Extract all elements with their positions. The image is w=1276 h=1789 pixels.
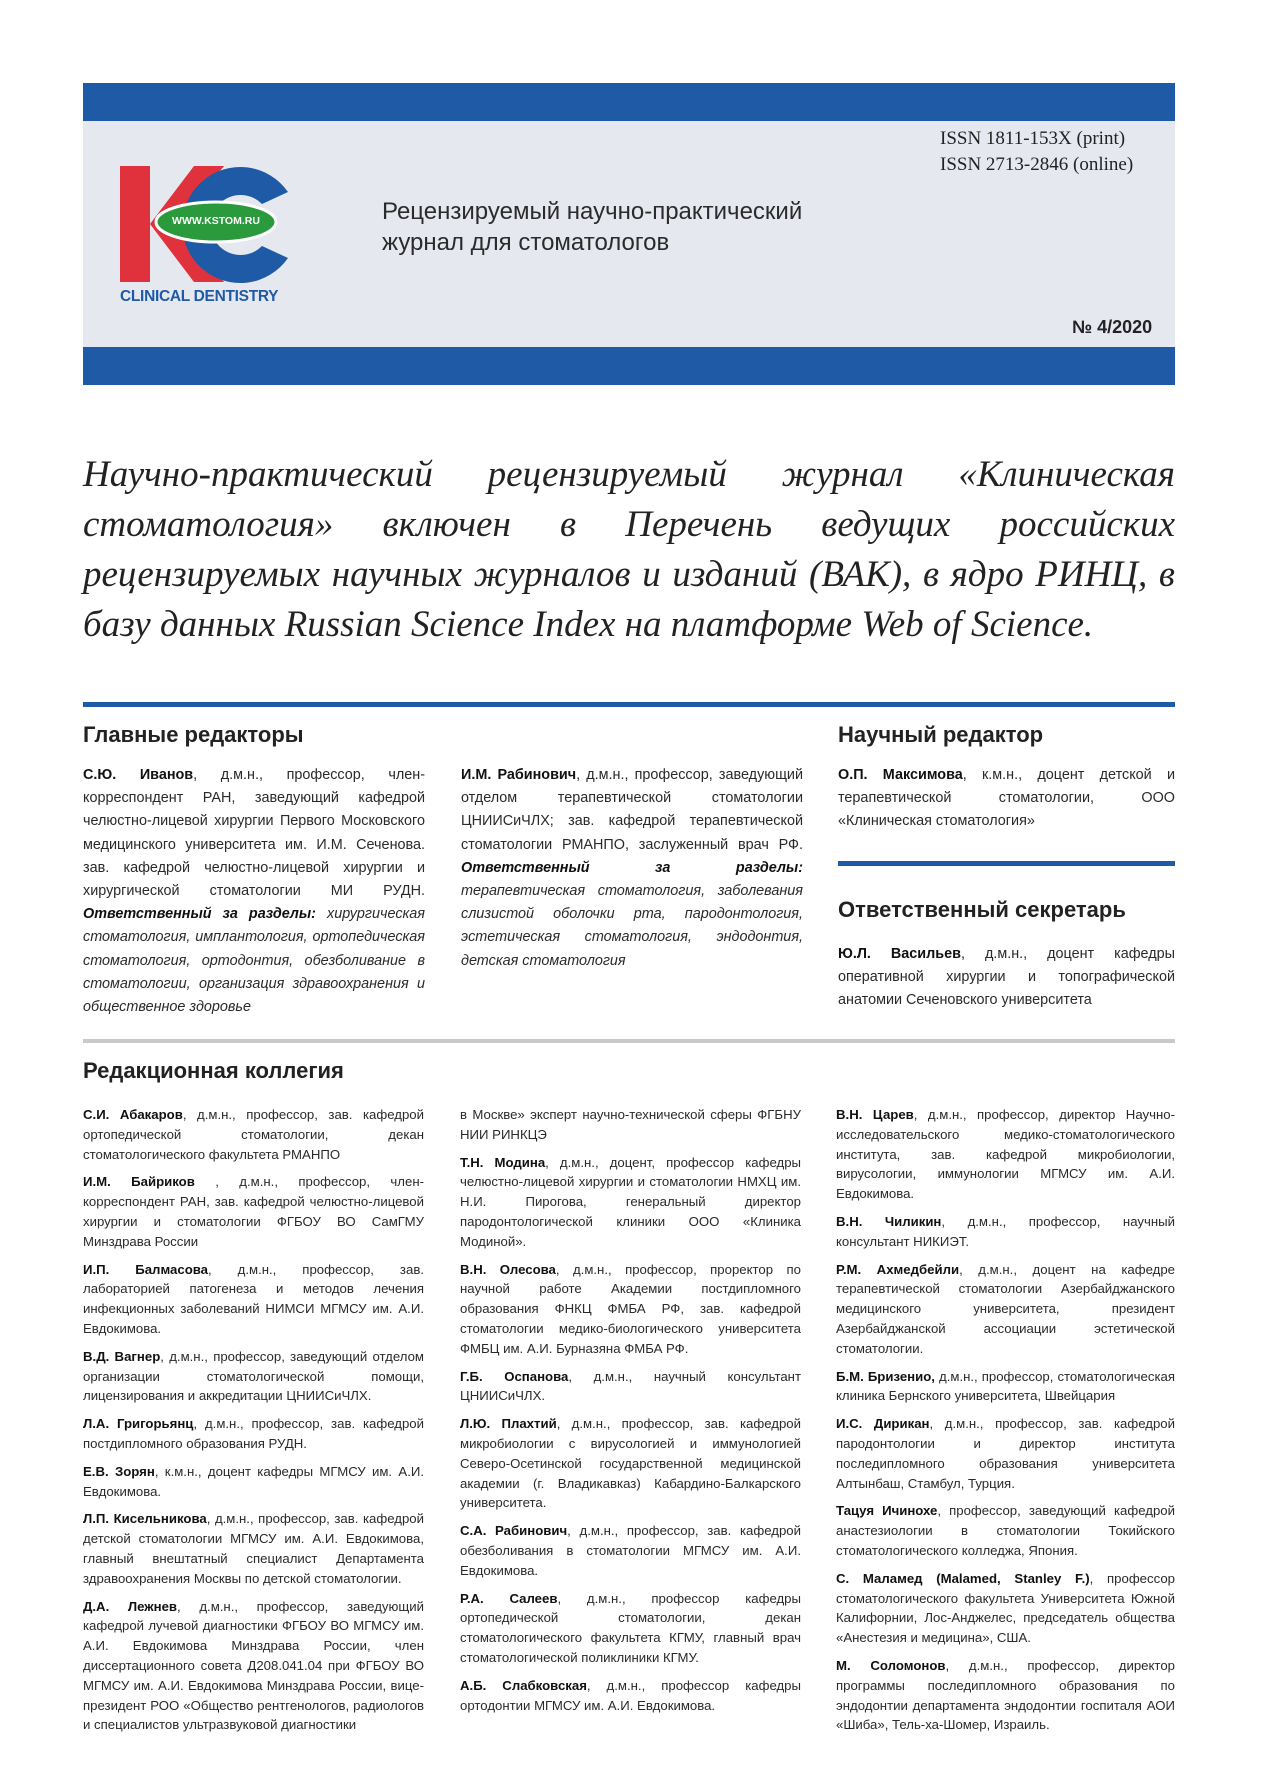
member-name: Л.П. Кисельникова — [83, 1511, 207, 1527]
board-member — [836, 1501, 1175, 1560]
member-description: д.м.н., профессор, стоматологическая клиника Бернского университета, Швейцария — [836, 1368, 1175, 1404]
member-description: , д.м.н., профессор кафедры ортодонтии МГМСУ им. А.И. Евдокимова. — [460, 1677, 801, 1713]
science-editor-heading: Научный редактор — [838, 722, 1044, 747]
board-member — [836, 1212, 1175, 1252]
section-divider — [83, 1039, 1175, 1043]
member-description: , д.м.н., профессор, директор Научно-исследовательского медико-стоматологического института, зав. кафедрой микробиологии, вирусологии, иммунологии МГМСУ им. А.И. Евдокимова. — [836, 1107, 1175, 1202]
subtitle-line-2: журнал для стоматологов — [382, 229, 670, 256]
board-member — [83, 1105, 424, 1164]
editor-description: , д.м.н., профессор, член-корреспондент РАН, заведующий кафедрой челюстно-лицевой хирургии Первого Московского медицинского университета им. И.М. Сеченова. зав. кафедрой челюстно-лицевой хирургии и хирургической стоматологии МИ РУДН. — [83, 767, 425, 900]
member-description: , д.м.н., научный консультант ЦНИИСиЧЛХ. — [460, 1368, 801, 1404]
board-member — [836, 1656, 1175, 1735]
board-member — [460, 1521, 801, 1580]
editor-name: И.М. Рабинович — [461, 767, 577, 783]
board-member — [460, 1367, 801, 1407]
editor-name: С.Ю. Иванов — [83, 767, 194, 783]
member-name: И.М. Байриков — [83, 1174, 195, 1190]
board-member — [836, 1260, 1175, 1359]
member-name: В.Н. Олесова — [460, 1261, 556, 1277]
member-description: , д.м.н., доцент на кафедре терапевтической стоматологии Азербайджанского медицинского университета, президент Азербайджанской ассоциации эстетической стоматологии. — [836, 1261, 1175, 1356]
member-description: , д.м.н., профессор, заведующий кафедрой лучевой диагностики ФГБОУ ВО МГМСУ им. А.И. Евдокимова Минздрава России, член диссертационного совета Д208.041.04 при ФГБОУ ВО МГМСУ им. А.И. Евдокимова Минздрава России, вице-президент РОО «Общество рентгенологов, радиологов и специалистов ультразвуковой диагностики — [83, 1598, 424, 1733]
board-member — [836, 1569, 1175, 1648]
board-member — [836, 1414, 1175, 1493]
member-name: Г.Б. Оспанова — [460, 1368, 569, 1384]
member-description: , профессор стоматологического факультета Университета Южной Калифорнии, Лос-Анджелес, председатель общества «Анестезия и медицина», США. — [836, 1570, 1176, 1646]
member-description: , д.м.н., профессор, зав. кафедрой детской стоматологии МГМСУ им. А.И. Евдокимова, главный внештатный специалист Департамента здравоохранения Москвы по детской стоматологии. — [83, 1511, 424, 1586]
member-name: А.Б. Слабковская — [460, 1677, 587, 1693]
board-member — [83, 1260, 424, 1339]
member-description: , д.м.н., профессор, зав. кафедрой ортопедической стоматологии, декан стоматологического факультета РМАНПО — [83, 1107, 425, 1162]
secretary-name: Ю.Л. Васильев — [838, 946, 961, 962]
board-member — [836, 1105, 1175, 1204]
board-member — [83, 1597, 424, 1736]
board-member — [460, 1589, 801, 1668]
member-name: И.С. Дирикан — [836, 1416, 930, 1432]
member-name: Б.М. Бризенио, — [836, 1368, 935, 1384]
subtitle-line-1: Рецензируемый научно-практический — [382, 198, 803, 225]
member-name: Р.А. Салеев — [460, 1590, 558, 1606]
member-description: , профессор, заведующий кафедрой анастезиологии в стоматологии Токийского стоматологического колледжа, Япония. — [836, 1503, 1175, 1558]
board-heading: Редакционная коллегия — [83, 1058, 344, 1083]
member-name: Л.Ю. Плахтий — [460, 1416, 557, 1432]
member-name: С.И. Абакаров — [83, 1107, 183, 1122]
member-name: М. Соломонов — [836, 1657, 946, 1673]
member-description: , д.м.н., профессор кафедры ортопедической стоматологии, декан стоматологического факультета КГМУ, главный врач стоматологической поликлиники КГМУ. — [460, 1590, 801, 1665]
responsibility-text: терапевтическая стоматология, заболевания слизистой оболочки рта, пародонтология, эстетическая стоматология, эндодонтия, детская стоматология — [461, 883, 803, 969]
editor-name: О.П. Максимова — [838, 767, 963, 783]
member-name: Л.А. Григорьянц — [83, 1416, 194, 1432]
board-column-1 — [83, 1105, 424, 1743]
journal-logo — [120, 162, 292, 312]
chief-editors-heading: Главные редакторы — [83, 722, 304, 747]
member-description: , к.м.н., доцент кафедры МГМСУ им. А.И. Евдокимова. — [83, 1463, 425, 1499]
board-member — [460, 1260, 801, 1359]
editor-description: , д.м.н., профессор, заведующий отделом терапевтической стоматологии ЦНИИСиЧЛХ; зав. кафедрой терапевтической стоматологии РМАНПО, заслуженный врач РФ. — [461, 767, 803, 853]
member-name: Тацуя Ичинохе — [836, 1503, 938, 1519]
member-description: , д.м.н., профессор, зав. кафедрой микробиологии с вирусологией и иммунологией Северо-Осетинской государственной медицинской академии (г. Владикавказ) Кабардино-Балкарского университета. — [460, 1416, 801, 1511]
header-top-bar — [83, 83, 1175, 121]
board-member — [83, 1414, 424, 1454]
member-name: С.А. Рабинович — [460, 1523, 568, 1539]
journal-subtitle — [382, 196, 902, 258]
board-continuation-text: в Москве» эксперт научно-технической сферы ФГБНУ НИИ РИНКЦЭ — [460, 1107, 801, 1142]
secretary-heading: Ответственный секретарь — [838, 897, 1126, 922]
section-divider — [83, 702, 1175, 707]
responsibility-text: хирургическая стоматология, имплантология, ортопедическая стоматология, ортодонтия, обезболивание в стоматологии, организация здравоохранения и общественное здоровье — [83, 906, 425, 1016]
logo-caption: CLINICAL DENTISTRY — [120, 288, 279, 305]
board-member — [836, 1367, 1175, 1407]
issn-online: ISSN 2713-2846 (online) — [940, 154, 1134, 175]
board-member — [460, 1153, 801, 1252]
board-member — [83, 1462, 424, 1502]
responsibility-label: Ответственный за разделы: — [83, 906, 316, 923]
member-description: , д.м.н., профессор, зав. лабораторией патогенеза и методов лечения инфекционных заболеваний НИМСИ МГМСУ им. А.И. Евдокимова. — [83, 1261, 424, 1336]
issn-print: ISSN 1811-153X (print) — [940, 128, 1126, 149]
section-divider — [838, 861, 1175, 866]
member-name: Р.М. Ахмедбейли — [836, 1261, 960, 1277]
member-description: , д.м.н., профессор, член-корреспондент РАН, зав. кафедрой челюстно-лицевой хирургии и стоматологии ФГБОУ ВО СамГМУ Минздрава России — [83, 1174, 424, 1249]
member-name: Т.Н. Модина — [460, 1154, 546, 1170]
member-name: В.Д. Вагнер — [83, 1348, 161, 1364]
board-column-2 — [460, 1105, 801, 1723]
member-description: , д.м.н., профессор, заведующий отделом организации стоматологической помощи, лицензирования и аккредитации ЦНИИСиЧЛХ. — [83, 1348, 424, 1404]
secretary-description: , д.м.н., доцент кафедры оперативной хирургии и топографической анатомии Сеченовского университета — [838, 946, 1175, 1009]
logo-url: WWW.KSTOM.RU — [172, 215, 260, 227]
issue-number: № 4/2020 — [1072, 317, 1153, 337]
member-description: , д.м.н., профессор, зав. кафедрой постдипломного образования РУДН. — [83, 1416, 424, 1451]
secretary — [838, 943, 1175, 1013]
board-member — [83, 1347, 424, 1406]
responsibility-label: Ответственный за разделы: — [461, 859, 803, 876]
member-name: Е.В. Зорян — [83, 1463, 155, 1479]
board-member — [83, 1172, 424, 1251]
lead-statement: Научно-практический рецензируемый журнал «Клиническая стоматология» включен в Перечень ведущих российских рецензируемых научных журналов и изданий (ВАК), в ядро РИНЦ, в базу данных Russian Science Index на платформе Web of Science. — [83, 454, 1175, 645]
member-description: , д.м.н., профессор, директор программы последипломного образования по эндодонтии департамента эндодонтии госпиталя АОИ «Шиба», Тель-ха-Шомер, Израиль. — [836, 1657, 1175, 1733]
member-description: , д.м.н., профессор, зав. кафедрой пародонтологии и директор института последипломного образования университета Алтынбаш, Стамбул, Турция. — [836, 1416, 1175, 1491]
member-description: , д.м.н., профессор, научный консультант НИКИЭТ. — [836, 1213, 1175, 1249]
chief-editor-ivanov — [83, 764, 425, 1019]
member-name: В.Н. Царев — [836, 1107, 914, 1122]
member-name: В.Н. Чиликин — [836, 1213, 942, 1229]
member-name: И.П. Балмасова — [83, 1261, 209, 1277]
chief-editor-rabinovich — [461, 764, 803, 973]
editor-description: , к.м.н., доцент детской и терапевтической стоматологии, ООО «Клиническая стоматология» — [838, 767, 1175, 830]
issn-block — [940, 126, 1133, 178]
member-description: , д.м.н., профессор, проректор по научной работе Академии постдипломного образования ФНКЦ ФМБА РФ, зав. кафедрой стоматологии медико-биологического университета ФМБЦ им. А.И. Бурназяна ФМБА РФ. — [460, 1261, 801, 1356]
board-column-3 — [836, 1105, 1175, 1743]
board-member — [460, 1676, 801, 1716]
member-description: , д.м.н., доцент, профессор кафедры челюстно-лицевой хирургии и стоматологии НМХЦ им. Н.И. Пирогова, генеральный директор пародонтологической клиники ООО «Клиника Модиной». — [460, 1154, 802, 1249]
board-member — [83, 1509, 424, 1588]
member-name: Д.А. Лежнев — [83, 1598, 178, 1614]
member-name: С. Маламед (Malamed, Stanley F.) — [836, 1570, 1090, 1586]
header-bottom-bar — [83, 347, 1175, 385]
science-editor — [838, 764, 1175, 834]
board-member — [460, 1414, 801, 1513]
member-description: , д.м.н., профессор, зав. кафедрой обезболивания в стоматологии МГМСУ им. А.И. Евдокимова. — [460, 1523, 802, 1578]
